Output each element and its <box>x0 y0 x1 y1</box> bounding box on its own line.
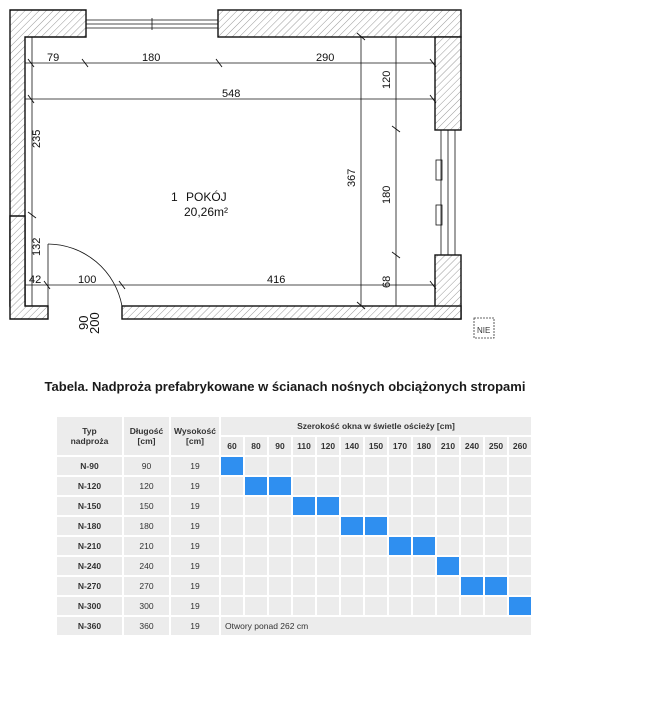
marked-cell <box>437 557 459 575</box>
empty-cell <box>269 597 291 615</box>
empty-cell <box>437 497 459 515</box>
row-length: 360 <box>124 617 169 635</box>
empty-cell <box>221 497 243 515</box>
marked-cell <box>317 497 339 515</box>
empty-cell <box>389 577 411 595</box>
empty-cell <box>341 597 363 615</box>
row-length: 150 <box>124 497 169 515</box>
empty-cell <box>413 477 435 495</box>
width-header-cell: 80 <box>245 437 267 455</box>
empty-cell <box>389 597 411 615</box>
width-header-cell: 210 <box>437 437 459 455</box>
empty-cell <box>269 577 291 595</box>
empty-cell <box>341 477 363 495</box>
header-height <box>171 417 219 455</box>
stamp-text: NIE <box>477 326 491 335</box>
empty-cell <box>461 497 483 515</box>
row-type: N-240 <box>57 557 122 575</box>
empty-cell <box>485 557 507 575</box>
empty-cell <box>509 457 531 475</box>
empty-cell <box>269 537 291 555</box>
empty-cell <box>389 497 411 515</box>
width-header-cell: 140 <box>341 437 363 455</box>
row-type: N-270 <box>57 577 122 595</box>
empty-cell <box>365 577 387 595</box>
row-type: N-360 <box>57 617 122 635</box>
empty-cell <box>485 537 507 555</box>
row-type: N-180 <box>57 517 122 535</box>
empty-cell <box>293 577 315 595</box>
empty-cell <box>317 457 339 475</box>
row-type: N-210 <box>57 537 122 555</box>
empty-cell <box>269 497 291 515</box>
empty-cell <box>509 477 531 495</box>
width-header-cell: 180 <box>413 437 435 455</box>
dim-left-lower: 132 <box>31 237 43 256</box>
dimension-lines <box>25 33 436 309</box>
empty-cell <box>245 557 267 575</box>
row-length: 300 <box>124 597 169 615</box>
table-row <box>57 557 531 575</box>
wall-bottom <box>122 306 461 319</box>
empty-cell <box>365 457 387 475</box>
empty-cell <box>509 537 531 555</box>
header-length-line2: [cm] <box>137 436 156 446</box>
dim-right-top: 120 <box>381 70 393 89</box>
empty-cell <box>437 457 459 475</box>
width-header-cell: 260 <box>509 437 531 455</box>
header-length <box>124 417 169 455</box>
width-header-cell: 240 <box>461 437 483 455</box>
row-height: 19 <box>171 497 219 515</box>
width-header-cell: 110 <box>293 437 315 455</box>
dim-inner-height: 367 <box>346 168 358 187</box>
empty-cell <box>341 497 363 515</box>
empty-cell <box>413 557 435 575</box>
empty-cell <box>293 537 315 555</box>
header-width: Szerokość okna w świetle ościeży [cm] <box>221 417 531 435</box>
empty-cell <box>485 497 507 515</box>
room-name: POKÓJ <box>186 190 227 204</box>
empty-cell <box>221 577 243 595</box>
width-header-cell: 120 <box>317 437 339 455</box>
empty-cell <box>437 537 459 555</box>
row-height: 19 <box>171 517 219 535</box>
table-row <box>57 477 531 495</box>
empty-cell <box>317 537 339 555</box>
marked-cell <box>341 517 363 535</box>
empty-cell <box>461 457 483 475</box>
header-typ <box>57 417 122 455</box>
empty-cell <box>437 517 459 535</box>
table-row <box>57 617 531 635</box>
empty-cell <box>365 597 387 615</box>
room-label <box>171 189 228 219</box>
dim-top-total: 548 <box>222 88 241 100</box>
empty-cell <box>221 597 243 615</box>
row-note: Otwory ponad 262 cm <box>221 617 531 635</box>
empty-cell <box>413 457 435 475</box>
dim-door-height: 200 <box>87 312 102 334</box>
table-title: Tabela. Nadproża prefabrykowane w ścianach nośnych obciążonych stropami <box>44 379 526 394</box>
empty-cell <box>461 517 483 535</box>
marked-cell <box>245 477 267 495</box>
row-height: 19 <box>171 577 219 595</box>
empty-cell <box>341 457 363 475</box>
width-header-cell: 90 <box>269 437 291 455</box>
walls <box>10 10 461 319</box>
empty-cell <box>245 497 267 515</box>
room-number: 1 <box>171 190 178 204</box>
dim-right-bottom: 68 <box>381 275 393 288</box>
empty-cell <box>317 597 339 615</box>
marked-cell <box>389 537 411 555</box>
empty-cell <box>509 577 531 595</box>
marked-cell <box>221 457 243 475</box>
header-height-line2: [cm] <box>186 436 204 446</box>
table-row <box>57 577 531 595</box>
empty-cell <box>413 517 435 535</box>
empty-cell <box>269 457 291 475</box>
header-length-line1: Długość <box>129 426 164 436</box>
header-typ-line2: nadproża <box>70 436 109 446</box>
row-length: 120 <box>124 477 169 495</box>
empty-cell <box>437 477 459 495</box>
empty-cell <box>389 477 411 495</box>
row-length: 270 <box>124 577 169 595</box>
dim-door-width: 90 <box>76 315 91 330</box>
empty-cell <box>269 517 291 535</box>
width-header-cell: 250 <box>485 437 507 455</box>
dim-bottom-seg-3: 416 <box>267 274 286 286</box>
row-height: 19 <box>171 617 219 635</box>
table-row <box>57 457 531 475</box>
header-typ-line1: Typ <box>82 426 97 436</box>
row-length: 240 <box>124 557 169 575</box>
row-length: 180 <box>124 517 169 535</box>
row-type: N-150 <box>57 497 122 515</box>
empty-cell <box>317 577 339 595</box>
empty-cell <box>317 477 339 495</box>
empty-cell <box>245 517 267 535</box>
dim-bottom-seg-2: 100 <box>78 274 97 286</box>
width-header-cell: 170 <box>389 437 411 455</box>
empty-cell <box>221 477 243 495</box>
stamp-icon <box>474 318 494 338</box>
empty-cell <box>461 477 483 495</box>
empty-cell <box>341 537 363 555</box>
empty-cell <box>509 517 531 535</box>
empty-cell <box>437 577 459 595</box>
empty-cell <box>269 557 291 575</box>
top-opening <box>86 18 218 30</box>
dim-bottom-seg-1: 42 <box>29 274 42 286</box>
dim-left-upper: 235 <box>31 129 43 148</box>
header-height-line1: Wysokość <box>174 426 216 436</box>
row-height: 19 <box>171 557 219 575</box>
empty-cell <box>317 557 339 575</box>
empty-cell <box>341 577 363 595</box>
empty-cell <box>485 597 507 615</box>
empty-cell <box>485 457 507 475</box>
table-row <box>57 497 531 515</box>
empty-cell <box>389 517 411 535</box>
marked-cell <box>509 597 531 615</box>
empty-cell <box>293 597 315 615</box>
row-height: 19 <box>171 537 219 555</box>
empty-cell <box>485 477 507 495</box>
empty-cell <box>485 517 507 535</box>
empty-cell <box>341 557 363 575</box>
wall-left-bottom <box>10 216 48 319</box>
dim-right-window: 180 <box>381 185 393 204</box>
empty-cell <box>293 517 315 535</box>
row-type: N-300 <box>57 597 122 615</box>
empty-cell <box>221 517 243 535</box>
row-type: N-90 <box>57 457 122 475</box>
empty-cell <box>293 477 315 495</box>
empty-cell <box>461 597 483 615</box>
table-body <box>57 457 531 635</box>
marked-cell <box>485 577 507 595</box>
empty-cell <box>509 557 531 575</box>
wall-top-right <box>218 10 461 37</box>
empty-cell <box>245 577 267 595</box>
row-length: 210 <box>124 537 169 555</box>
empty-cell <box>221 557 243 575</box>
table-row <box>57 537 531 555</box>
row-type: N-120 <box>57 477 122 495</box>
row-length: 90 <box>124 457 169 475</box>
room-area: 20,26m² <box>184 205 229 219</box>
table-row <box>57 517 531 535</box>
empty-cell <box>221 537 243 555</box>
empty-cell <box>461 537 483 555</box>
empty-cell <box>365 557 387 575</box>
row-height: 19 <box>171 477 219 495</box>
empty-cell <box>389 557 411 575</box>
empty-cell <box>413 577 435 595</box>
empty-cell <box>245 537 267 555</box>
marked-cell <box>461 577 483 595</box>
dim-top-seg-2: 180 <box>142 52 161 64</box>
empty-cell <box>293 557 315 575</box>
lintel-table <box>55 415 533 637</box>
dim-top-seg-3: 290 <box>316 52 335 64</box>
dim-top-seg-1: 79 <box>47 52 60 64</box>
marked-cell <box>413 537 435 555</box>
wall-right-upper <box>435 37 461 130</box>
right-window <box>436 130 455 255</box>
empty-cell <box>437 597 459 615</box>
empty-cell <box>365 537 387 555</box>
empty-cell <box>317 517 339 535</box>
empty-cell <box>245 457 267 475</box>
empty-cell <box>245 597 267 615</box>
marked-cell <box>269 477 291 495</box>
width-header-cell: 150 <box>365 437 387 455</box>
row-height: 19 <box>171 457 219 475</box>
row-height: 19 <box>171 597 219 615</box>
empty-cell <box>365 497 387 515</box>
marked-cell <box>365 517 387 535</box>
empty-cell <box>413 497 435 515</box>
empty-cell <box>461 557 483 575</box>
empty-cell <box>509 497 531 515</box>
table-row <box>57 597 531 615</box>
empty-cell <box>413 597 435 615</box>
empty-cell <box>389 457 411 475</box>
empty-cell <box>365 477 387 495</box>
width-header-cell: 60 <box>221 437 243 455</box>
empty-cell <box>293 457 315 475</box>
table-header-row <box>57 417 531 435</box>
marked-cell <box>293 497 315 515</box>
